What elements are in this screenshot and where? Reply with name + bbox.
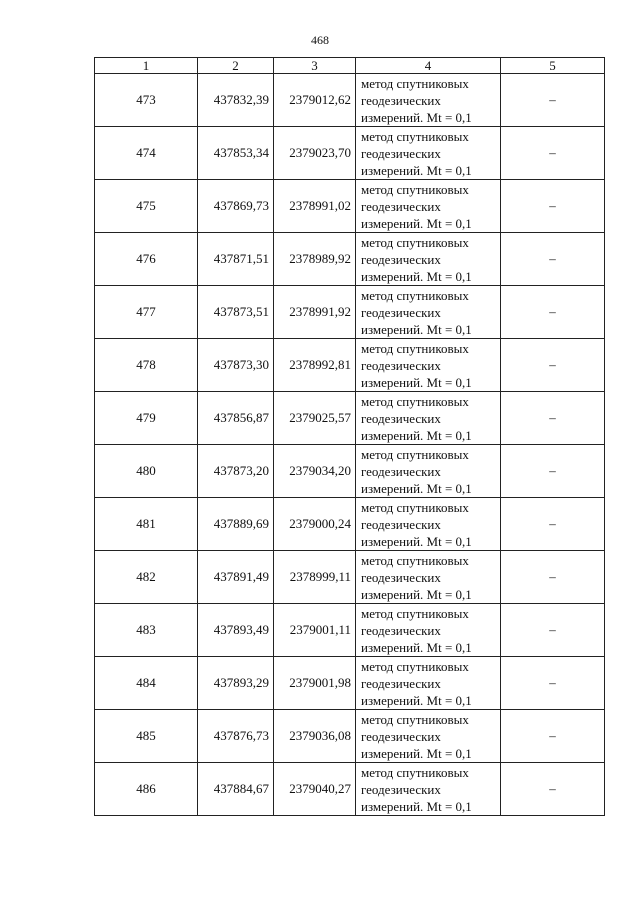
y-coordinate-cell: 2379023,70 — [274, 127, 356, 180]
table-row — [95, 657, 605, 710]
table-body — [95, 74, 605, 816]
method-line: метод спутниковых — [361, 287, 469, 303]
method-line: геодезических — [361, 410, 441, 426]
method-cell — [356, 657, 501, 710]
method-line: геодезических — [361, 145, 441, 161]
x-coordinate-cell: 437889,69 — [198, 498, 274, 551]
point-number-cell: 484 — [95, 657, 198, 710]
method-cell — [356, 127, 501, 180]
table-row — [95, 339, 605, 392]
y-coordinate-cell: 2378992,81 — [274, 339, 356, 392]
table-row — [95, 127, 605, 180]
note-cell: – — [501, 127, 605, 180]
method-line: метод спутниковых — [361, 658, 469, 674]
method-line: метод спутниковых — [361, 552, 469, 568]
y-coordinate-cell: 2379012,62 — [274, 74, 356, 127]
method-line: геодезических — [361, 304, 441, 320]
x-coordinate-cell: 437893,49 — [198, 604, 274, 657]
method-line: геодезических — [361, 728, 441, 744]
note-cell: – — [501, 286, 605, 339]
note-cell: – — [501, 233, 605, 286]
method-cell — [356, 286, 501, 339]
header-col-2: 2 — [198, 58, 274, 74]
method-line: метод спутниковых — [361, 75, 469, 91]
method-line: измерений. Mt = 0,1 — [361, 745, 472, 761]
note-cell: – — [501, 180, 605, 233]
table-row — [95, 710, 605, 763]
point-number-cell: 483 — [95, 604, 198, 657]
note-cell: – — [501, 604, 605, 657]
table-header-row — [95, 58, 605, 74]
point-number-cell: 481 — [95, 498, 198, 551]
header-col-5: 5 — [501, 58, 605, 74]
point-number-cell: 482 — [95, 551, 198, 604]
method-line: геодезических — [361, 198, 441, 214]
method-line: геодезических — [361, 622, 441, 638]
point-number-cell: 480 — [95, 445, 198, 498]
method-cell — [356, 763, 501, 816]
table-row — [95, 445, 605, 498]
table-row — [95, 763, 605, 816]
method-line: измерений. Mt = 0,1 — [361, 533, 472, 549]
method-line: измерений. Mt = 0,1 — [361, 321, 472, 337]
point-number-cell: 474 — [95, 127, 198, 180]
method-line: геодезических — [361, 675, 441, 691]
method-line: измерений. Mt = 0,1 — [361, 374, 472, 390]
note-cell: – — [501, 763, 605, 816]
x-coordinate-cell: 437853,34 — [198, 127, 274, 180]
y-coordinate-cell: 2379034,20 — [274, 445, 356, 498]
header-col-4: 4 — [356, 58, 501, 74]
method-line: геодезических — [361, 357, 441, 373]
x-coordinate-cell: 437884,67 — [198, 763, 274, 816]
header-col-3: 3 — [274, 58, 356, 74]
x-coordinate-cell: 437873,20 — [198, 445, 274, 498]
method-cell — [356, 604, 501, 657]
table-row — [95, 392, 605, 445]
method-line: измерений. Mt = 0,1 — [361, 639, 472, 655]
point-number-cell: 478 — [95, 339, 198, 392]
y-coordinate-cell: 2379001,11 — [274, 604, 356, 657]
table-row — [95, 74, 605, 127]
x-coordinate-cell: 437873,30 — [198, 339, 274, 392]
method-line: измерений. Mt = 0,1 — [361, 798, 472, 814]
method-cell — [356, 445, 501, 498]
y-coordinate-cell: 2378989,92 — [274, 233, 356, 286]
y-coordinate-cell: 2379001,98 — [274, 657, 356, 710]
header-col-1: 1 — [95, 58, 198, 74]
method-line: геодезических — [361, 781, 441, 797]
table-row — [95, 286, 605, 339]
y-coordinate-cell: 2379040,27 — [274, 763, 356, 816]
point-number-cell: 477 — [95, 286, 198, 339]
method-line: метод спутниковых — [361, 499, 469, 515]
method-line: измерений. Mt = 0,1 — [361, 268, 472, 284]
method-line: метод спутниковых — [361, 446, 469, 462]
method-cell — [356, 74, 501, 127]
x-coordinate-cell: 437876,73 — [198, 710, 274, 763]
y-coordinate-cell: 2378999,11 — [274, 551, 356, 604]
method-line: геодезических — [361, 569, 441, 585]
note-cell: – — [501, 551, 605, 604]
method-line: геодезических — [361, 463, 441, 479]
note-cell: – — [501, 392, 605, 445]
coordinates-table — [94, 57, 605, 816]
x-coordinate-cell: 437893,29 — [198, 657, 274, 710]
method-line: метод спутниковых — [361, 128, 469, 144]
method-line: геодезических — [361, 516, 441, 532]
note-cell: – — [501, 657, 605, 710]
note-cell: – — [501, 74, 605, 127]
method-line: измерений. Mt = 0,1 — [361, 586, 472, 602]
note-cell: – — [501, 710, 605, 763]
point-number-cell: 476 — [95, 233, 198, 286]
x-coordinate-cell: 437873,51 — [198, 286, 274, 339]
x-coordinate-cell: 437856,87 — [198, 392, 274, 445]
method-cell — [356, 339, 501, 392]
method-cell — [356, 710, 501, 763]
table-row — [95, 180, 605, 233]
method-line: измерений. Mt = 0,1 — [361, 480, 472, 496]
method-line: измерений. Mt = 0,1 — [361, 427, 472, 443]
method-line: метод спутниковых — [361, 764, 469, 780]
method-line: метод спутниковых — [361, 605, 469, 621]
table-row — [95, 498, 605, 551]
point-number-cell: 485 — [95, 710, 198, 763]
method-line: измерений. Mt = 0,1 — [361, 215, 472, 231]
point-number-cell: 486 — [95, 763, 198, 816]
y-coordinate-cell: 2379025,57 — [274, 392, 356, 445]
method-cell — [356, 392, 501, 445]
y-coordinate-cell: 2379036,08 — [274, 710, 356, 763]
x-coordinate-cell: 437869,73 — [198, 180, 274, 233]
y-coordinate-cell: 2379000,24 — [274, 498, 356, 551]
method-line: метод спутниковых — [361, 393, 469, 409]
table-row — [95, 551, 605, 604]
point-number-cell: 475 — [95, 180, 198, 233]
method-line: геодезических — [361, 251, 441, 267]
method-line: метод спутниковых — [361, 711, 469, 727]
x-coordinate-cell: 437891,49 — [198, 551, 274, 604]
y-coordinate-cell: 2378991,92 — [274, 286, 356, 339]
point-number-cell: 473 — [95, 74, 198, 127]
note-cell: – — [501, 339, 605, 392]
table-row — [95, 233, 605, 286]
method-line: метод спутниковых — [361, 234, 469, 250]
method-cell — [356, 498, 501, 551]
point-number-cell: 479 — [95, 392, 198, 445]
x-coordinate-cell: 437832,39 — [198, 74, 274, 127]
method-line: метод спутниковых — [361, 181, 469, 197]
y-coordinate-cell: 2378991,02 — [274, 180, 356, 233]
method-line: метод спутниковых — [361, 340, 469, 356]
method-cell — [356, 233, 501, 286]
method-line: измерений. Mt = 0,1 — [361, 162, 472, 178]
table-row — [95, 604, 605, 657]
note-cell: – — [501, 445, 605, 498]
x-coordinate-cell: 437871,51 — [198, 233, 274, 286]
method-line: измерений. Mt = 0,1 — [361, 692, 472, 708]
method-line: геодезических — [361, 92, 441, 108]
method-cell — [356, 551, 501, 604]
method-line: измерений. Mt = 0,1 — [361, 109, 472, 125]
note-cell: – — [501, 498, 605, 551]
method-cell — [356, 180, 501, 233]
page-number: 468 — [311, 33, 329, 47]
